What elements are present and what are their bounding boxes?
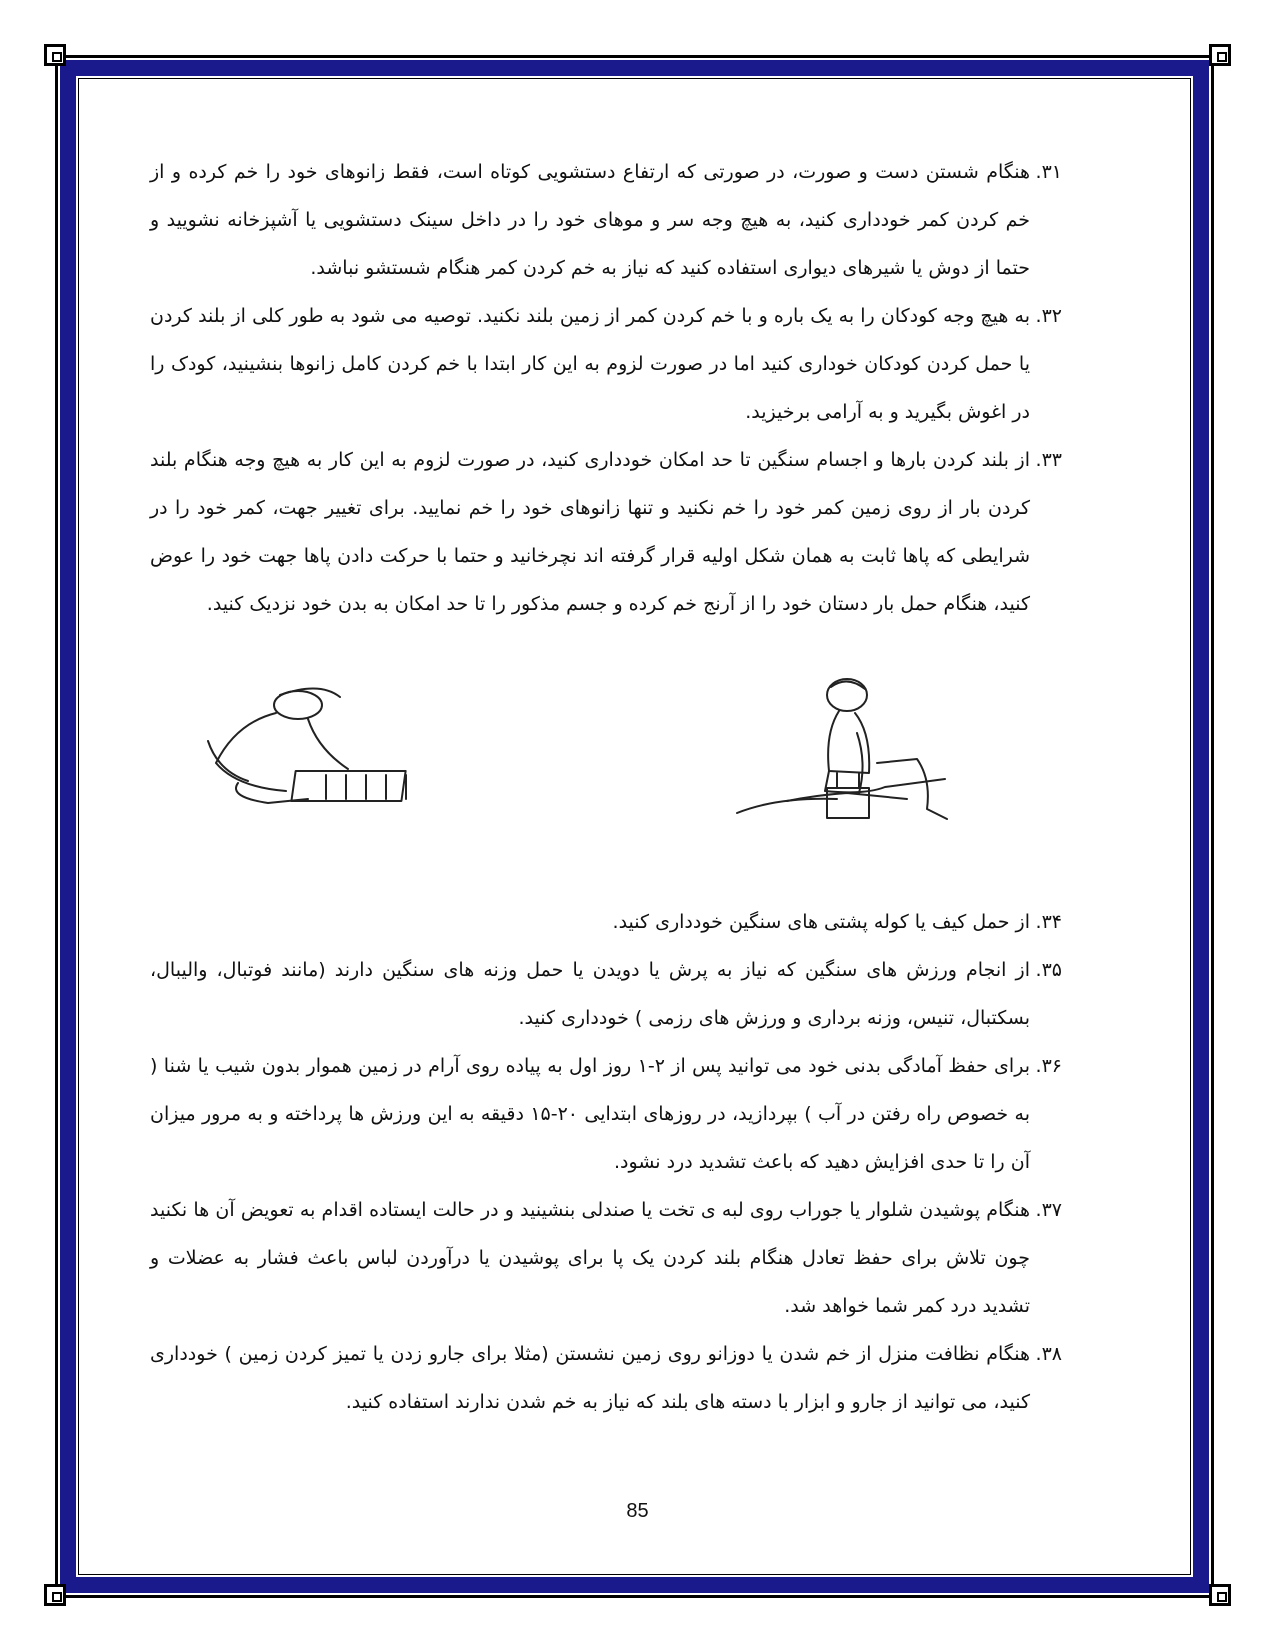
list-item [150, 898, 1062, 946]
item-number: ۳۳. [1035, 449, 1062, 471]
item-text: به هیچ وجه کودکان را به یک باره و با خم کردن کمر از زمین بلند نکنید. توصیه می شود به طور کلی از بلند کردن یا حمل کردن کودکان خوداری کنید اما در صورت لزوم به این کار ابتدا با خم کردن کامل زانوها بنشینید، کودک را در اغوش بگیرید و به آرامی برخیزید. [150, 305, 1030, 423]
corner-ornament-top-left [44, 44, 66, 66]
corner-ornament-bottom-right [1209, 1584, 1231, 1606]
list-item [150, 292, 1062, 436]
page-content [150, 148, 1062, 1426]
item-number: ۳۲. [1035, 305, 1062, 327]
item-number: ۳۱. [1035, 161, 1062, 183]
item-text: از بلند کردن بارها و اجسام سنگین تا حد امکان خودداری کنید، در صورت لزوم به این کار به هیچ وجه هنگام بلند کردن بار از روی زمین کمر خود را خم نکنید و تنها زانوهای خود را خم نمایید. برای تغییر جهت، کمر خود را در شرایطی که پاها ثابت به همان شکل اولیه قرار گرفته اند نچرخانید و حتما با حرکت دادن پاها جهت خود را عوض کنید، هنگام حمل بار دستان خود را از آرنج خم کرده و جسم مذکور را تا حد امکان به بدن خود نزدیک کنید. [150, 449, 1030, 615]
squatting-lift-illustration [198, 683, 438, 813]
page-number: 85 [626, 1500, 649, 1522]
instruction-list-top [150, 148, 1062, 628]
item-text: برای حفظ آمادگی بدنی خود می توانید پس از ۲-۱ روز اول به پیاده روی آرام در زمین هموار بدون شیب یا شنا ( به خصوص راه رفتن در آب ) بپردازید، در روزهای ابتدایی ۲۰-۱۵ دقیقه به این ورزش ها پرداخته و به مرور میزان آن را تا حدی افزایش دهید که باعث تشدید درد نشود. [150, 1055, 1031, 1173]
list-item [150, 946, 1062, 1042]
list-item [150, 148, 1062, 292]
list-item [150, 1330, 1062, 1426]
kneeling-lift-illustration [727, 673, 967, 833]
list-item [150, 1186, 1062, 1330]
item-text: از انجام ورزش های سنگین که نیاز به پرش یا دویدن یا حمل وزنه های سنگین دارند (مانند فوتبال، والیبال، بسکتبال، تنیس، وزنه برداری و ورزش های رزمی ) خودداری کنید. [150, 959, 1030, 1029]
item-number: ۳۸. [1035, 1343, 1062, 1365]
item-text: هنگام نظافت منزل از خم شدن یا دوزانو روی زمین نشستن (مثلا برای جارو زدن یا تمیز کردن زمین ) خودداری کنید، می توانید از جارو و ابزار با دسته های بلند که نیاز به خم شدن ندارند استفاده کنید. [150, 1343, 1030, 1413]
instruction-list-bottom [150, 898, 1062, 1426]
list-item [150, 436, 1062, 628]
item-number: ۳۶. [1035, 1055, 1062, 1077]
item-number: ۳۷. [1035, 1199, 1062, 1221]
item-text: از حمل کیف یا کوله پشتی های سنگین خودداری کنید. [612, 911, 1030, 933]
list-item [150, 1042, 1062, 1186]
item-number: ۳۵. [1035, 959, 1062, 981]
item-number: ۳۴. [1035, 911, 1062, 933]
item-text: هنگام شستن دست و صورت، در صورتی که ارتفاع دستشویی کوتاه است، فقط زانوهای خود را خم کرده و از خم کردن کمر خودداری کنید، به هیچ وجه سر و موهای خود را در داخل سینک دستشویی یا آشپزخانه نشویید و حتما از دوش یا شیرهای دیواری استفاده کنید که نیاز به خم کردن کمر هنگام شستشو نباشد. [150, 161, 1030, 279]
corner-ornament-top-right [1209, 44, 1231, 66]
item-text: هنگام پوشیدن شلوار یا جوراب روی لبه ی تخت یا صندلی بنشینید و در حالت ایستاده اقدام به تعویض آن ها نکنید چون تلاش برای حفظ تعادل هنگام بلند کردن یک پا برای پوشیدن یا درآوردن لباس باعث فشار به عضلات و تشدید درد کمر شما خواهد شد. [150, 1199, 1030, 1317]
illustrations [150, 628, 1062, 898]
corner-ornament-bottom-left [44, 1584, 66, 1606]
